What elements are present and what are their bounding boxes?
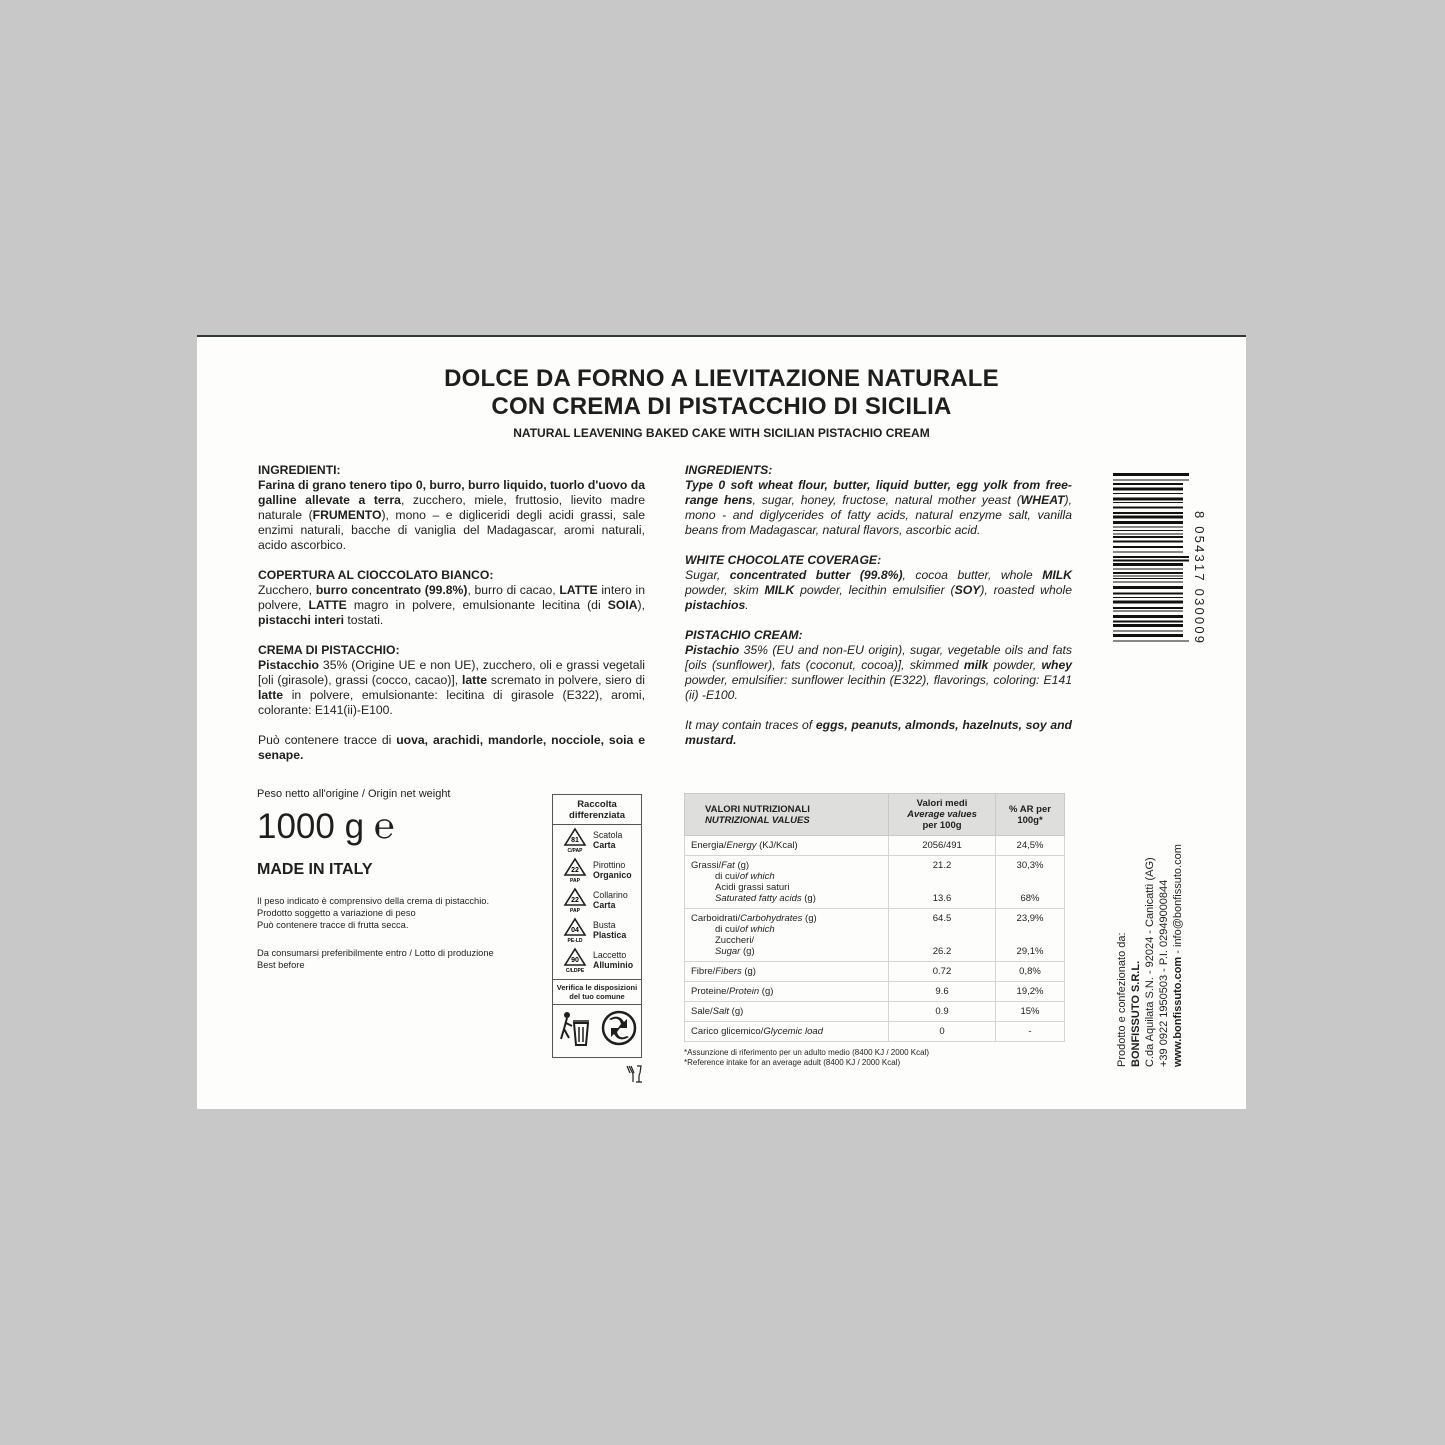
recycling-item <box>553 945 641 975</box>
barcode-bar <box>1113 563 1183 566</box>
recycling-code: 90 <box>571 957 579 964</box>
barcode-bar <box>1113 527 1183 528</box>
en-pistachio-cream <box>685 628 1072 703</box>
it-traces-bold: uova, arachidi, mandorle, nocciole, soia e senape. <box>258 733 645 762</box>
value-cell <box>889 962 996 982</box>
nutrient-unit: (g) <box>729 1006 744 1017</box>
weight-value: 1000 g <box>257 807 365 846</box>
en-traces-text: It may contain traces of <box>685 718 816 732</box>
barcode-bar <box>1113 586 1183 589</box>
barcode-bar <box>1113 576 1183 577</box>
recycling-item <box>553 855 641 885</box>
it-cream-heading: CREMA DI PISTACCHIO: <box>258 643 400 657</box>
nutrient-name: Grassi/ <box>691 860 722 871</box>
sub-label <box>691 871 885 882</box>
recycling-item-name: Laccetto <box>593 950 627 960</box>
it-cop-b2: LATTE <box>559 583 598 597</box>
nutrient-unit: (g) <box>759 986 774 997</box>
italian-ingredients <box>258 463 645 778</box>
nutrient-value: 2056/491 <box>922 840 962 851</box>
value-cell <box>889 856 996 909</box>
nutrient-name-en: Fibers <box>715 966 742 977</box>
producer-line-4: +39 0922 1950503 - P.I. 02949000844 <box>1158 879 1170 1067</box>
nutrient-unit: (g) <box>741 966 756 977</box>
it-cop-b3: LATTE <box>308 598 347 612</box>
h3a: % AR per <box>1009 803 1051 815</box>
nutrient-cell <box>685 856 889 909</box>
recycling-item-material: Plastica <box>593 930 627 940</box>
nutrient-cell <box>685 962 889 982</box>
recycling-code: 04 <box>571 927 579 934</box>
nutrient-name: Energia/ <box>691 840 727 851</box>
recycling-item-text <box>593 950 633 970</box>
barcode-bar <box>1113 556 1189 558</box>
net-weight <box>257 807 547 847</box>
nutrition-footnote <box>684 1048 1065 1068</box>
it-crema-t1: 35% (Origine UE e non UE), zucchero, oli e grassi vegetali [oli (girasole), grassi (cocco, cacao)], <box>258 658 645 687</box>
en-cream-b2: milk <box>963 658 989 672</box>
sub1-en: of which <box>739 924 775 935</box>
ar-header <box>996 794 1065 836</box>
en-cov-t3: powder, skim <box>685 583 765 597</box>
barcode-bar <box>1113 560 1189 562</box>
nutrient-name-en: Carbohydrates <box>740 913 803 924</box>
nutrition-panel <box>684 793 1065 1068</box>
en-ingr-t1: , sugar, honey, fructose, natural mother yeast ( <box>752 493 1021 507</box>
en-coverage-heading: WHITE CHOCOLATE COVERAGE: <box>685 553 882 567</box>
nutrition-row <box>685 836 1065 856</box>
barcode-bar <box>1113 631 1183 632</box>
h1b: NUTRIZIONAL VALUES <box>705 814 810 826</box>
recycling-code: 22 <box>571 897 579 904</box>
en-cov-b4: SOY <box>954 583 981 597</box>
producer-email: - info@bonfissuto.com <box>1172 844 1184 957</box>
english-ingredients <box>685 463 1072 763</box>
nutrient-unit: (g) <box>734 860 750 871</box>
nutrient-value: 0.72 <box>932 966 952 977</box>
it-cop-t1: Zucchero, <box>258 583 316 597</box>
it-traces-text: Può contenere tracce di <box>258 733 397 747</box>
it-cop-t3: intero in polvere, <box>258 583 645 612</box>
sub-label-3 <box>691 946 885 957</box>
nutrition-row <box>685 982 1065 1002</box>
ar-cell <box>996 856 1065 909</box>
nutrient-cell <box>685 909 889 962</box>
barcode-bar <box>1113 480 1189 481</box>
recycling-item <box>553 885 641 915</box>
ar-cell <box>996 962 1065 982</box>
estimated-sign: ℮ <box>373 807 395 846</box>
recycling-item-text <box>593 860 632 880</box>
value-cell <box>889 982 996 1002</box>
sub-label-2: Zuccheri/ <box>715 935 755 946</box>
it-crema-b1: Pistacchio <box>258 658 319 672</box>
nutrient-name: Carico glicemico/ <box>691 1026 764 1037</box>
net-weight-label: Peso netto all'origine / Origin net weight <box>257 788 451 800</box>
recycling-icons <box>553 1005 641 1051</box>
producer-contacts <box>1171 807 1185 1067</box>
weight-notes <box>257 895 547 931</box>
footnote-2: *Reference intake for an average adult (8400 KJ / 2000 Kcal) <box>684 1058 901 1067</box>
barcode-bar <box>1113 578 1183 579</box>
barcode-bar <box>1113 611 1183 612</box>
recycling-item-text <box>593 830 622 850</box>
en-cream-heading: PISTACHIO CREAM: <box>685 628 803 642</box>
en-traces-bold: eggs, peanuts, almonds, hazelnuts, soy and mustard. <box>685 718 1072 747</box>
product-subtitle: NATURAL LEAVENING BAKED CAKE WITH SICILIAN PISTACHIO CREAM <box>513 426 930 440</box>
barcode-number: 8 054317 030009 <box>1192 510 1207 645</box>
nutrient-value: 9.6 <box>935 986 949 997</box>
nutrient-name-en: Energy <box>726 840 757 851</box>
barcode-bar <box>1113 601 1183 604</box>
it-cop-b4: SOIA <box>607 598 638 612</box>
it-ingr-t1: , zucchero, miele, fruttosio, lievito madre naturale ( <box>258 493 645 522</box>
footnote-1: *Assunzione di riferimento per un adulto medio (8400 KJ / 2000 Kcal) <box>684 1048 930 1057</box>
it-cop-t5: ), <box>637 598 645 612</box>
barcode-bar <box>1113 521 1183 524</box>
recycling-item-name: Busta <box>593 920 616 930</box>
nutrient-unit: (g) <box>802 913 817 924</box>
sub-value: 13.6 <box>932 893 952 904</box>
nutrition-body <box>685 836 1065 1042</box>
nutrient-name-en: Glycemic load <box>763 1026 823 1037</box>
ar-cell <box>996 909 1065 962</box>
barcode-bar <box>1113 498 1183 501</box>
en-cov-t6: . <box>745 598 749 612</box>
nutrient-unit: (KJ/Kcal) <box>756 840 798 851</box>
recycling-triangle-icon <box>563 827 587 853</box>
recycling-material-code: PAP <box>570 908 580 913</box>
h3b: 100g* <box>1017 814 1043 826</box>
nutrition-header <box>685 794 889 836</box>
h1a: VALORI NUTRIZIONALI <box>705 803 810 815</box>
ar-cell <box>996 836 1065 856</box>
producer-line-3: C.da Aquilata S.N. - 92024 - Canicattì (AG) <box>1144 857 1156 1067</box>
en-ingr-t2: ), mono - and diglycerides of fatty acids, natural enzyme salt, vanilla beans from Madagascar, natural flavors, ascorbic acid. <box>685 493 1072 537</box>
recycling-item <box>553 825 641 855</box>
en-ingr-b2: WHEAT <box>1020 493 1065 507</box>
it-ingr-bold2: FRUMENTO <box>312 508 382 522</box>
it-coating-heading: COPERTURA AL CIOCCOLATO BIANCO: <box>258 568 494 582</box>
average-header <box>889 794 996 836</box>
barcode-bar <box>1113 488 1183 491</box>
date-line-1: Da consumarsi preferibilmente entro / Lotto di produzione <box>257 948 494 958</box>
recycling-triangle-icon <box>563 887 587 913</box>
it-crema-b3: latte <box>258 688 284 702</box>
nutrition-row <box>685 962 1065 982</box>
recycling-item <box>553 915 641 945</box>
tidyman-icon <box>558 1009 592 1047</box>
barcode-bar <box>1113 530 1183 531</box>
sub-ar: 29,1% <box>1016 946 1044 957</box>
recycling-item-material: Organico <box>593 870 632 880</box>
sub3-en: Saturated fatty acids <box>715 893 802 904</box>
value-cell <box>889 836 996 856</box>
barcode-bar <box>1113 502 1183 503</box>
barcode-bar <box>1113 546 1183 548</box>
nutrient-name: Fibre/ <box>691 966 716 977</box>
en-cov-t2: , cocoa butter, whole <box>902 568 1043 582</box>
it-pistachio-cream <box>258 643 645 718</box>
it-ingr-bold1: Farina di grano tenero tipo 0, burro, burro liquido, tuorlo d'uovo da galline allevate a terra <box>258 478 645 507</box>
barcode-bar <box>1113 507 1183 509</box>
date-line-2: Best before <box>257 960 305 970</box>
sub1: di cui/ <box>715 924 740 935</box>
barcode-bar <box>1113 624 1183 627</box>
nutrient-cell <box>685 836 889 856</box>
barcode-bar <box>1113 593 1183 595</box>
recycling-material-code: PE-LD <box>567 938 583 943</box>
nutrient-ar: 24,5% <box>1016 840 1044 851</box>
recycling-check: Verifica le disposizioni del tuo comune <box>553 979 641 1005</box>
ar-cell <box>996 982 1065 1002</box>
barcode-bar <box>1113 621 1183 623</box>
barcode-bar <box>1113 536 1183 538</box>
value-cell <box>889 1002 996 1022</box>
sub3-en: Sugar <box>715 946 741 957</box>
nutrient-ar: 23,9% <box>1016 913 1044 924</box>
title-line-1: DOLCE DA FORNO A LIEVITAZIONE NATURALE <box>444 365 999 392</box>
sub1-en: of which <box>739 871 775 882</box>
barcode-bar <box>1113 607 1183 609</box>
barcode <box>1113 471 1199 647</box>
it-ingr-t2: ), mono – e digliceridi degli acidi grassi, sale enzimi naturali, bacche di vaniglia del Madagascar, aromi naturali, acido ascorbico. <box>258 508 645 552</box>
en-cov-b1: concentrated butter (99.8%) <box>729 568 903 582</box>
en-cov-b3: MILK <box>764 583 795 597</box>
h2a: Valori medi <box>916 798 968 809</box>
en-ingr-b1: Type 0 soft wheat flour, butter, liquid butter, egg yolk from free-range hens <box>685 478 1072 507</box>
it-cop-t2: , burro di cacao, <box>467 583 560 597</box>
nutrient-value: 0 <box>939 1026 945 1037</box>
it-traces <box>258 733 645 763</box>
barcode-bar <box>1113 552 1183 553</box>
en-cov-t1: Sugar, <box>685 568 730 582</box>
en-traces <box>685 718 1072 748</box>
recycling-material-code: PAP <box>570 878 580 883</box>
h2b: Average values <box>907 809 977 820</box>
en-ingredients <box>685 463 1072 538</box>
nutrient-value: 21.2 <box>932 860 952 871</box>
en-cream-t2: powder, <box>988 658 1042 672</box>
nutrient-name: Proteine/ <box>691 986 730 997</box>
recycling-item-name: Collarino <box>593 890 628 900</box>
producer-line-1: Prodotto e confezionato da: <box>1116 932 1128 1067</box>
note-3: Può contenere tracce di frutta secca. <box>257 920 409 930</box>
nutrient-ar: 19,2% <box>1016 986 1044 997</box>
nutrient-value: 0.9 <box>935 1006 949 1017</box>
recycling-item-name: Pirottino <box>593 860 626 870</box>
it-cop-b5: pistacchi interi <box>258 613 345 627</box>
barcode-bar <box>1113 582 1183 583</box>
nutrition-row <box>685 909 1065 962</box>
en-coverage <box>685 553 1072 613</box>
sub-label-2: Acidi grassi saturi <box>715 882 790 893</box>
nutrient-name-en: Fat <box>721 860 735 871</box>
recycling-triangle-icon <box>563 947 587 973</box>
it-cop-t6: tostati. <box>344 613 384 627</box>
barcode-bar <box>1113 641 1189 642</box>
producer-company: BONFISSUTO S.R.L. <box>1130 960 1142 1067</box>
recycling-item-material: Alluminio <box>593 960 634 970</box>
title-line-2: CON CREMA DI PISTACCHIO DI SICILIA <box>491 393 952 420</box>
ar-cell <box>996 1002 1065 1022</box>
barcode-bar <box>1113 541 1183 543</box>
note-2: Prodotto soggetto a variazione di peso <box>257 908 416 918</box>
it-cop-t4: magro in polvere, emulsionante lecitina (di <box>346 598 608 612</box>
barcode-bar <box>1113 634 1183 637</box>
en-cov-b2: MILK <box>1042 568 1072 582</box>
barcode-bar <box>1113 516 1183 519</box>
nutrition-row <box>685 856 1065 909</box>
value-cell <box>889 1022 996 1042</box>
best-before <box>257 947 547 971</box>
it-crema-t3: in polvere, emulsionante: lecitina di girasole (E322), aromi, colorante: E141(ii)-E100. <box>258 688 645 717</box>
sub3: (g) <box>801 893 816 904</box>
en-cov-t4: powder, lecithin emulsifier ( <box>794 583 955 597</box>
nutrient-ar: 0,8% <box>1019 966 1041 977</box>
note-1: Il peso indicato è comprensivo della crema di pistacchio. <box>257 896 490 906</box>
nutrient-cell <box>685 1022 889 1042</box>
nutrient-cell <box>685 982 889 1002</box>
it-crema-t2: scremato in polvere, siero di <box>487 673 646 687</box>
title-block <box>197 365 1246 440</box>
en-ingredients-heading: INGREDIENTS: <box>685 463 773 477</box>
recycling-item-material: Carta <box>593 900 616 910</box>
nutrient-name-en: Protein <box>729 986 760 997</box>
barcode-bar <box>1113 569 1183 570</box>
en-cov-b5: pistachios <box>685 598 746 612</box>
value-cell <box>889 909 996 962</box>
sub3: (g) <box>740 946 755 957</box>
sub-value: 26.2 <box>932 946 952 957</box>
product-label <box>197 335 1246 1109</box>
recycling-code: 81 <box>571 837 579 844</box>
barcode-bar <box>1113 493 1183 494</box>
product-title <box>197 365 1246 421</box>
green-dot-icon <box>601 1010 637 1046</box>
nutrient-ar: - <box>1028 1026 1032 1037</box>
nutrient-ar: 30,3% <box>1016 860 1044 871</box>
recycling-item-material: Carta <box>593 840 616 850</box>
nutrient-value: 64.5 <box>932 913 952 924</box>
nutrient-cell <box>685 1002 889 1022</box>
it-ingredients <box>258 463 645 553</box>
en-cream-b3: whey <box>1041 658 1072 672</box>
sub-label-3 <box>691 893 885 904</box>
en-cream-t3: powder, emulsifier: sunflower lecithin (E322), flavorings, coloring: E141 (ii) -E100. <box>685 673 1072 702</box>
recycling-item-text <box>593 920 626 940</box>
food-contact-icon <box>625 1064 645 1084</box>
sub-label <box>691 924 885 935</box>
ar-cell <box>996 1022 1065 1042</box>
nutrition-row <box>685 1002 1065 1022</box>
nutrition-row <box>685 1022 1065 1042</box>
recycling-material-code: C/LDPE <box>565 968 585 973</box>
recycling-box <box>552 794 642 1058</box>
it-crema-b2: latte <box>462 673 488 687</box>
made-in-italy: MADE IN ITALY <box>257 861 373 878</box>
en-cream-t1: 35% (EU and non-EU origin), sugar, vegetable oils and fats [oils (sunflower), fats (coconut, cocoa)], skimmed <box>685 643 1072 672</box>
producer-info <box>1115 807 1185 1067</box>
it-coating <box>258 568 645 628</box>
barcode-bar <box>1113 473 1189 476</box>
it-ingredients-heading: INGREDIENTI: <box>258 463 341 477</box>
sub1: di cui/ <box>715 871 740 882</box>
h2c: per 100g <box>922 820 962 831</box>
nutrient-ar: 15% <box>1020 1006 1040 1017</box>
barcode-bar <box>1113 572 1183 574</box>
recycling-item-name: Scatola <box>593 830 623 840</box>
nutrient-name: Carboidrati/ <box>691 913 741 924</box>
recycling-triangle-icon <box>563 917 587 943</box>
barcode-bar <box>1113 597 1183 598</box>
nutrient-name-en: Salt <box>712 1006 730 1017</box>
it-cop-b1: burro concentrato (99.8%) <box>315 583 468 597</box>
recycling-list <box>553 825 641 975</box>
net-weight-block <box>257 788 547 971</box>
recycling-title: Raccolta differenziata <box>553 795 641 825</box>
sub-ar: 68% <box>1020 893 1040 904</box>
nutrition-header-row <box>685 794 1065 836</box>
recycling-triangle-icon <box>563 857 587 883</box>
barcode-bar <box>1113 512 1183 514</box>
barcode-bar <box>1113 483 1183 485</box>
nutrient-name: Sale/ <box>691 1006 713 1017</box>
en-cream-b1: Pistachio <box>685 643 740 657</box>
barcode-bar <box>1113 615 1183 618</box>
producer-website: www.bonfissuto.com <box>1172 956 1184 1067</box>
nutrition-table <box>684 793 1065 1042</box>
recycling-code: 22 <box>571 867 579 874</box>
en-cov-t5: ), roasted whole <box>980 583 1072 597</box>
producer-name <box>1129 807 1143 1067</box>
recycling-material-code: C/PAP <box>567 848 583 853</box>
barcode-bar <box>1113 534 1183 535</box>
recycling-item-text <box>593 890 628 910</box>
